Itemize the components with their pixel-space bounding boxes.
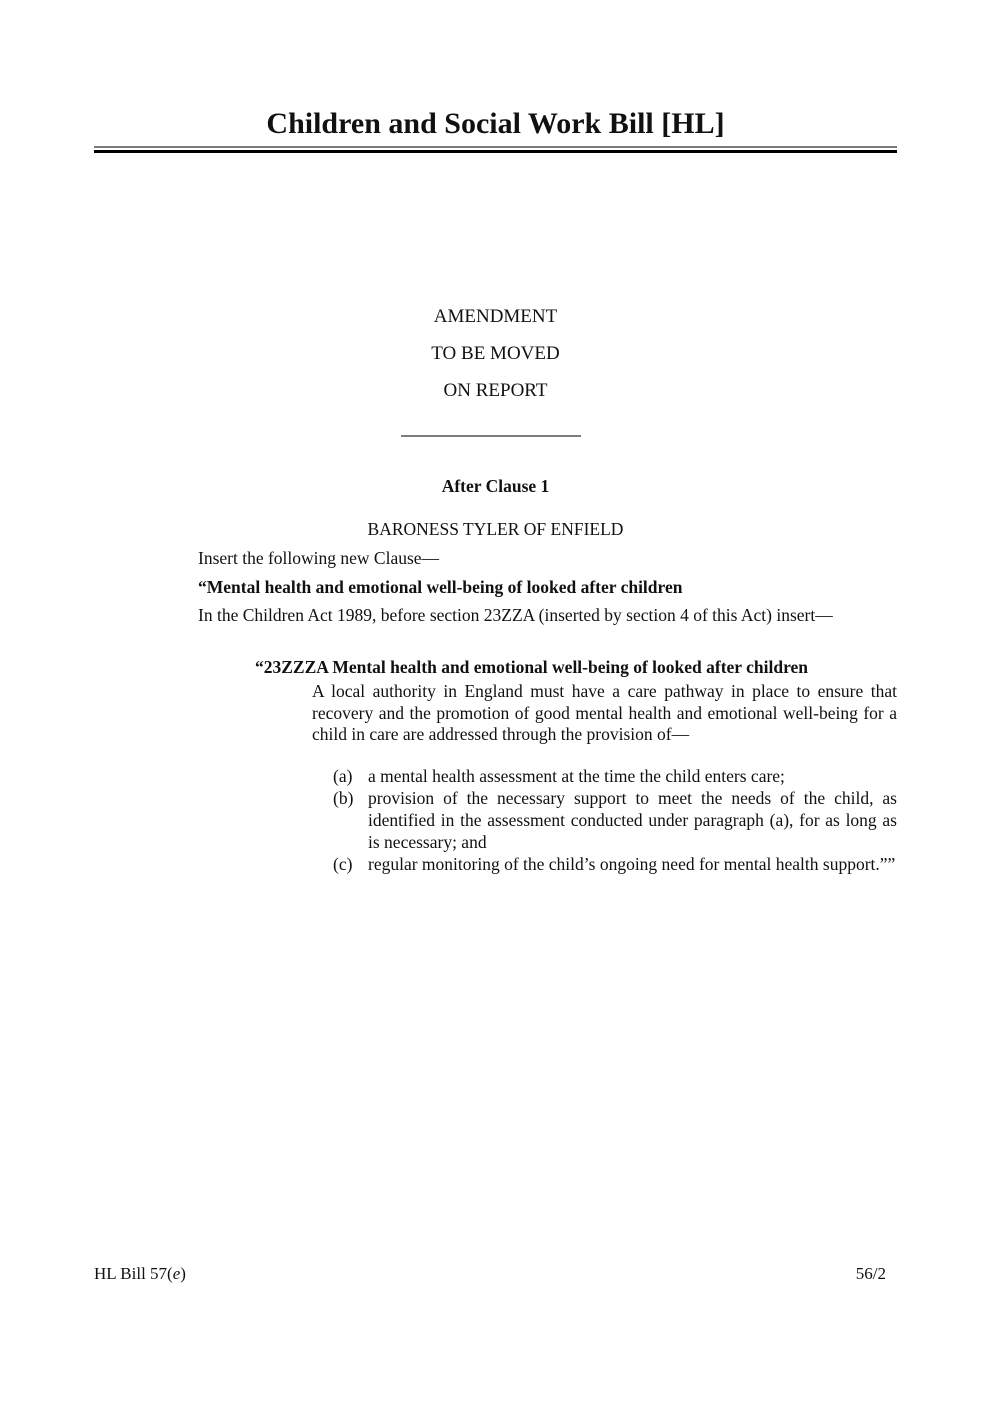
list-item-text: a mental health assessment at the time the child enters care; xyxy=(368,766,785,786)
list-item-label: (b) xyxy=(333,788,354,808)
title-rule-thick xyxy=(94,150,897,153)
list-item-text: regular monitoring of the child’s ongoing need for mental health support.”” xyxy=(368,854,896,874)
stage-line-on-report: ON REPORT xyxy=(443,380,548,401)
clause-intro-paragraph: In the Children Act 1989, before section 23ZZA (inserted by section 4 of this Act) insert— xyxy=(198,605,833,625)
amendment-position: After Clause 1 xyxy=(441,476,550,496)
stage-line-amendment: AMENDMENT xyxy=(433,306,558,327)
title-rule-thin xyxy=(94,146,897,148)
section-body-paragraph: A local authority in England must have a care pathway in place to ensure that recovery and the promotion of good mental health and emotional well-being for a child in care are addressed through the provision of— xyxy=(312,681,897,744)
new-clause-heading: “Mental health and emotional well-being of looked after children xyxy=(198,577,683,597)
list-item-c xyxy=(333,854,897,876)
section-separator xyxy=(401,435,581,437)
instruction-text: Insert the following new Clause— xyxy=(198,548,440,568)
list-item-text: provision of the necessary support to meet the needs of the child, as identified in the assessment conducted under paragraph (a), for as long as is necessary; and xyxy=(368,788,897,852)
page-reference: 56/2 xyxy=(855,1264,886,1283)
bill-reference xyxy=(94,1263,186,1285)
list-item-a xyxy=(333,766,897,788)
section-heading: “23ZZZA Mental health and emotional well-being of looked after children xyxy=(255,657,809,677)
member-name: BARONESS TYLER OF ENFIELD xyxy=(367,519,624,539)
bill-title: Children and Social Work Bill [HL] xyxy=(266,107,725,140)
stage-line-to-be-moved: TO BE MOVED xyxy=(431,343,560,364)
list-item-b xyxy=(333,788,897,853)
bill-reference-suffix: ) xyxy=(180,1264,186,1283)
list-item-label: (a) xyxy=(333,766,353,786)
bill-reference-prefix: HL Bill 57( xyxy=(94,1264,173,1283)
list-item-label: (c) xyxy=(333,854,353,874)
bill-reference-print-letter: e xyxy=(172,1264,181,1283)
